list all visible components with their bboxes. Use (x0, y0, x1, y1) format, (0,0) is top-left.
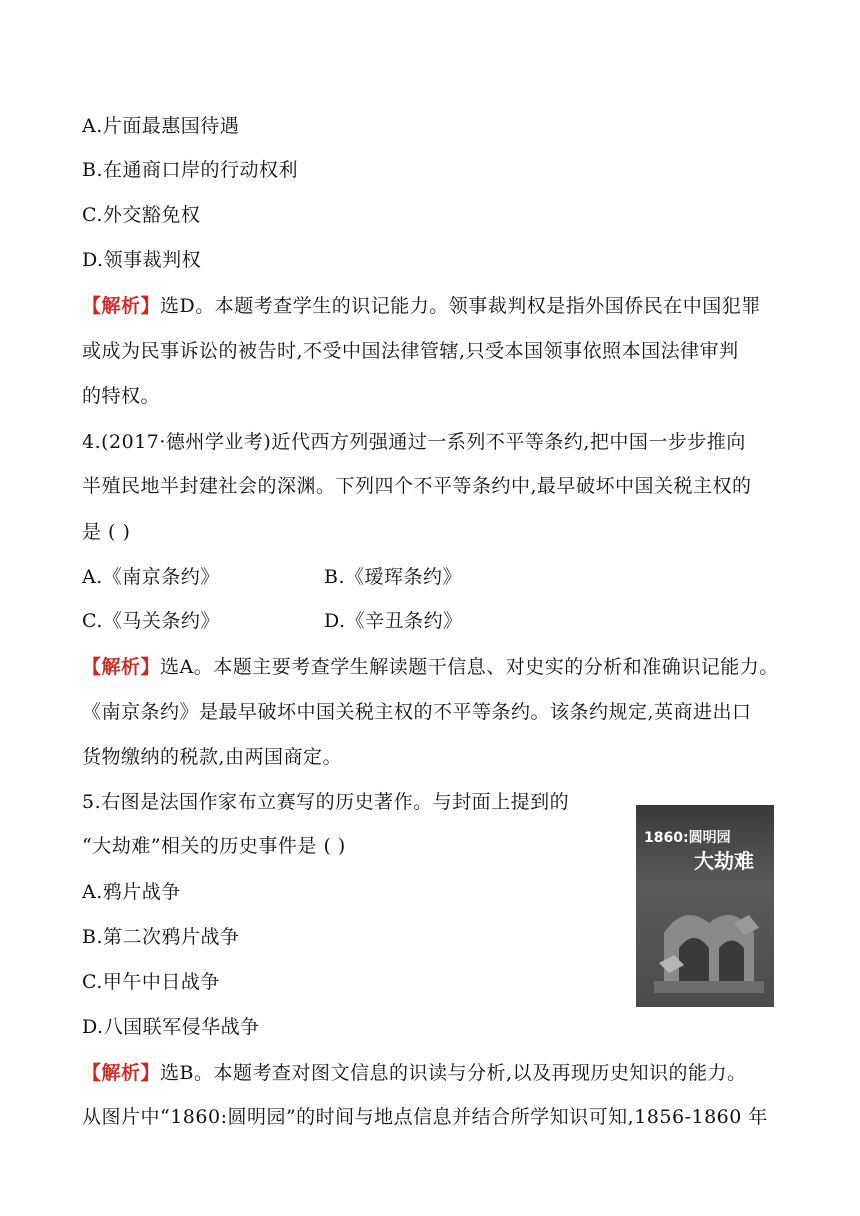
q5-stem-line-2: “大劫难”相关的历史事件是 ( ) (82, 835, 346, 857)
ruins-illustration (654, 893, 764, 993)
q3-analysis-line-3: 的特权。 (82, 385, 161, 407)
q4-stem-line-2: 半殖民地半封建社会的深渊。下列四个不平等条约中,最早破坏中国关税主权的 (82, 475, 752, 497)
q3-option-d: D.领事裁判权 (82, 249, 202, 271)
cover-title: 1860:圆明园 (644, 830, 731, 846)
q5-option-b: B.第二次鸦片战争 (82, 926, 240, 948)
q3-option-a: A.片面最惠国待遇 (82, 115, 240, 137)
cover-big-title: 大劫难 (694, 849, 754, 873)
q5-option-c: C.甲午中日战争 (82, 971, 220, 993)
q5-option-a: A.鸦片战争 (82, 881, 181, 903)
q4-analysis-line-3: 货物缴纳的税款,由两国商定。 (82, 746, 343, 768)
q3-option-c: C.外交豁免权 (82, 204, 201, 226)
q4-option-a: A.《南京条约》 (82, 566, 220, 588)
q4-option-b: B.《瑷珲条约》 (324, 566, 463, 588)
analysis-label: 【解析】 (82, 295, 161, 317)
q4-stem-line-3: 是 ( ) (82, 521, 131, 543)
analysis-label: 【解析】 (82, 656, 161, 678)
q4-analysis-line-2: 《南京条约》是最早破坏中国关税主权的不平等条约。该条约规定,英商进出口 (82, 701, 752, 723)
q4-option-d: D.《辛丑条约》 (324, 610, 463, 632)
q3-analysis-line-2: 或成为民事诉讼的被告时,不受中国法律管辖,只受本国领事依照本国法律审判 (82, 340, 739, 362)
q3-analysis-line-1: 【解析】选D。本题考查学生的识记能力。领事裁判权是指外国侨民在中国犯罪 (82, 295, 761, 317)
q5-analysis-line-1: 【解析】选B。本题考查对图文信息的识读与分析,以及再现历史知识的能力。 (82, 1062, 747, 1084)
q5-option-d: D.八国联军侵华战争 (82, 1016, 260, 1038)
q4-option-c: C.《马关条约》 (82, 610, 220, 632)
book-cover-image (636, 805, 774, 1007)
q5-analysis-line-2: 从图片中“1860:圆明园”的时间与地点信息并结合所学知识可知,1856-1860 年 (82, 1106, 768, 1128)
q4-stem-line-1: 4.(2017·德州学业考)近代西方列强通过一系列不平等条约,把中国一步步推向 (82, 431, 746, 453)
q5-stem-line-1: 5.右图是法国作家布立赛写的历史著作。与封面上提到的 (82, 791, 570, 813)
q3-option-b: B.在通商口岸的行动权利 (82, 159, 299, 181)
analysis-label: 【解析】 (82, 1062, 161, 1084)
q4-analysis-line-1: 【解析】选A。本题主要考查学生解读题干信息、对史实的分析和准确识记能力。 (82, 656, 779, 678)
